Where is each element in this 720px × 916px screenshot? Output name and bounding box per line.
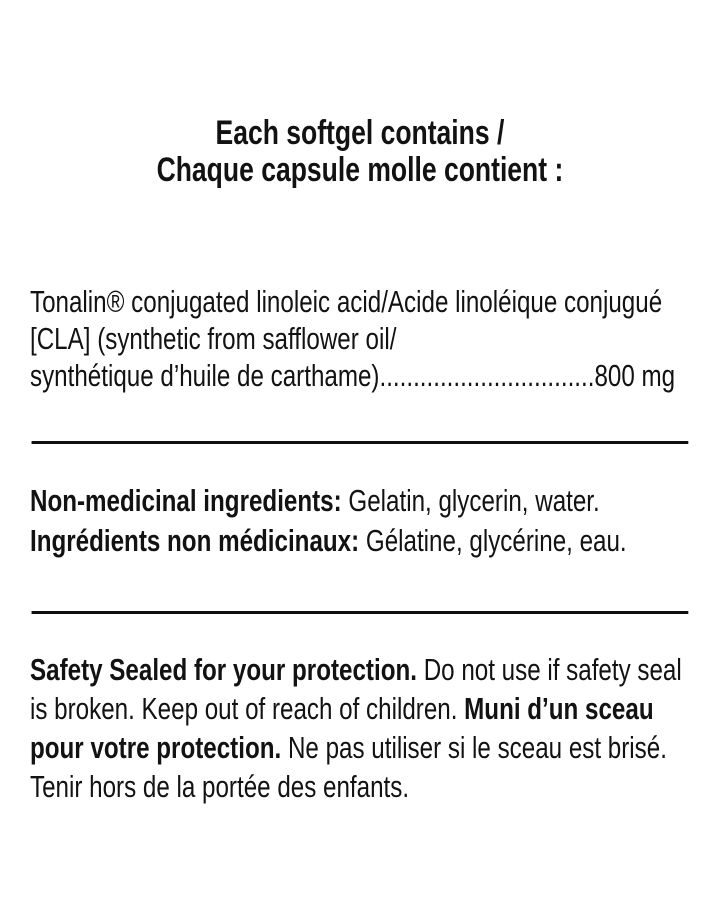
label-content — [30, 0, 690, 916]
medicinal-ingredient-block — [30, 283, 690, 394]
divider-rule-bottom — [32, 611, 689, 614]
safety-seal-block — [30, 650, 690, 806]
safety-text-fr-2: Tenir hors de la portée des enfants. — [30, 769, 410, 804]
safety-line-1 — [30, 650, 690, 689]
contains-heading — [30, 115, 690, 189]
safety-text-fr-1: Ne pas utiliser si le sceau est brisé. — [287, 730, 667, 765]
non-medicinal-line-en — [30, 481, 690, 521]
safety-bold-en: Safety Sealed for your protection. — [30, 652, 417, 687]
safety-bold-fr-2: pour votre protection. — [30, 730, 282, 765]
safety-text-en-1: Do not use if safety seal — [423, 652, 682, 687]
safety-text-en-2: is broken. Keep out of reach of children. — [30, 691, 458, 726]
safety-line-2 — [30, 689, 690, 728]
non-medicinal-value-fr: Gélatine, glycérine, eau. — [365, 523, 627, 558]
safety-bold-fr-1: Muni d’un sceau — [464, 691, 654, 726]
non-medicinal-block — [30, 481, 690, 561]
ingredient-line-2: [CLA] (synthetic from safflower oil/ — [30, 321, 397, 356]
contains-heading-en: Each softgel contains / — [215, 114, 505, 152]
safety-line-3 — [30, 728, 690, 767]
contains-heading-fr: Chaque capsule molle contient : — [156, 151, 564, 189]
non-medicinal-label-en: Non-medicinal ingredients: — [30, 483, 342, 518]
dot-leader: ................................ — [379, 358, 595, 393]
non-medicinal-line-fr — [30, 521, 690, 561]
divider-rule-top — [32, 441, 689, 444]
safety-line-4 — [30, 767, 690, 806]
ingredient-amount-line — [30, 357, 690, 394]
ingredient-line-1: Tonalin® conjugated linoleic acid/Acide linoléique conjugué — [30, 284, 663, 319]
non-medicinal-label-fr: Ingrédients non médicinaux: — [30, 523, 360, 558]
ingredient-amount: 800 mg — [594, 358, 676, 393]
ingredient-line-3: synthétique d’huile de carthame) — [30, 358, 380, 393]
non-medicinal-value-en: Gelatin, glycerin, water. — [348, 483, 600, 518]
